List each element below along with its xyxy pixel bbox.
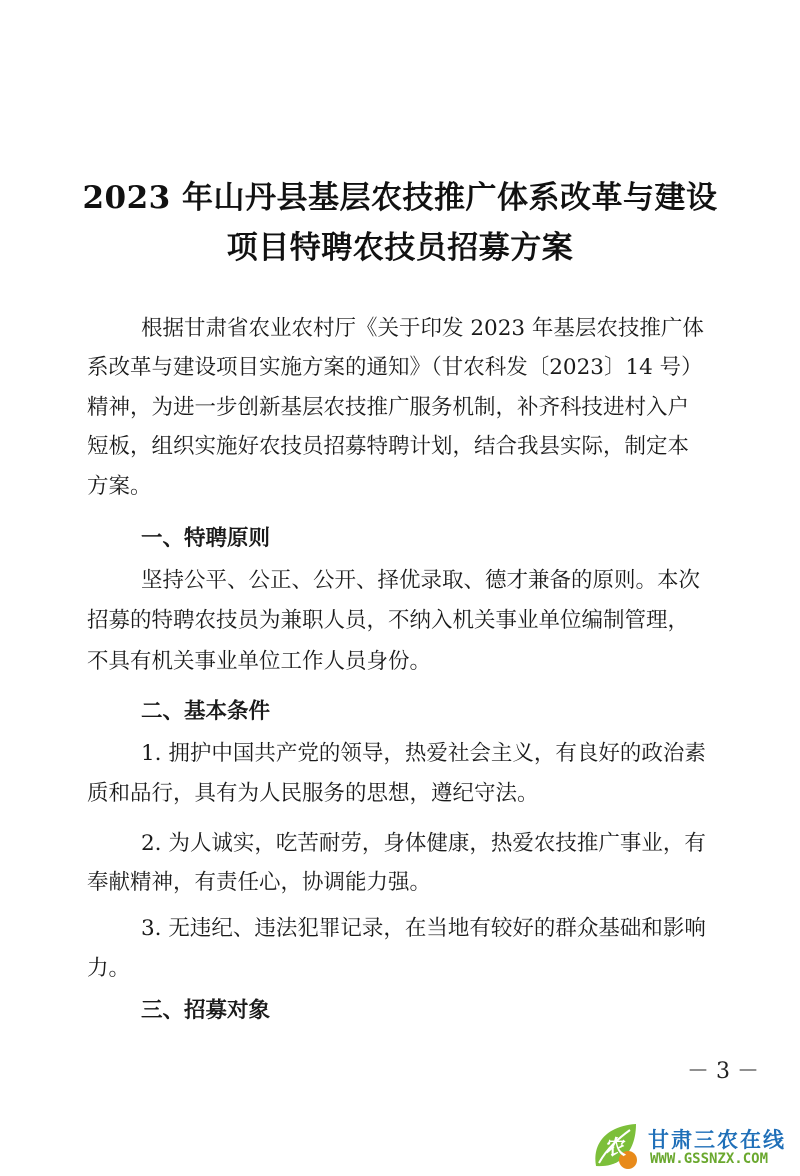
section-2-line-2: 质和品行，具有为人民服务的思想，遵纪守法。 bbox=[87, 781, 539, 806]
intro-line-3: 精神，为进一步创新基层农技推广服务机制，补齐科技进村入户 bbox=[87, 395, 690, 420]
leaf-logo-icon bbox=[590, 1120, 642, 1172]
section-2-line-6: 力。 bbox=[87, 956, 131, 981]
section-heading-3: 三、招募对象 bbox=[141, 998, 271, 1023]
section-2-line-5: 3. 无违纪、违法犯罪记录，在当地有较好的群众基础和影响 bbox=[141, 916, 706, 941]
page-number: － 3 － bbox=[687, 1059, 759, 1084]
intro-line-4: 短板，组织实施好农技员招募特聘计划，结合我县实际，制定本 bbox=[87, 434, 690, 459]
intro-line-1: 根据甘肃省农业农村厅《关于印发 2023 年基层农技推广体 bbox=[141, 316, 704, 341]
section-2-line-4: 奉献精神，有责任心，协调能力强。 bbox=[87, 870, 432, 895]
document-title-line-1: 2023 年山丹县基层农技推广体系改革与建设 bbox=[82, 180, 718, 216]
site-url: WWW.GSSNZX.COM bbox=[650, 1151, 769, 1167]
intro-line-5: 方案。 bbox=[87, 474, 152, 499]
section-1-line-2: 招募的特聘农技员为兼职人员，不纳入机关事业单位编制管理， bbox=[87, 608, 690, 633]
section-2-line-1: 1. 拥护中国共产党的领导，热爱社会主义，有良好的政治素 bbox=[141, 741, 706, 766]
section-1-line-3: 不具有机关事业单位工作人员身份。 bbox=[87, 649, 432, 674]
section-heading-1: 一、特聘原则 bbox=[141, 526, 271, 551]
document-title-line-2: 项目特聘农技员招募方案 bbox=[226, 230, 574, 266]
section-2-line-3: 2. 为人诚实，吃苦耐劳，身体健康，热爱农技推广事业，有 bbox=[141, 831, 706, 856]
site-watermark-logo bbox=[590, 1120, 795, 1172]
logo-char: 农 bbox=[606, 1135, 626, 1159]
section-1-line-1: 坚持公平、公正、公开、择优录取、德才兼备的原则。本次 bbox=[141, 568, 701, 593]
section-heading-2: 二、基本条件 bbox=[141, 699, 271, 724]
intro-line-2: 系改革与建设项目实施方案的通知》（甘农科发〔2023〕14 号） bbox=[87, 355, 703, 380]
site-name: 甘肃三农在线 bbox=[648, 1128, 786, 1152]
